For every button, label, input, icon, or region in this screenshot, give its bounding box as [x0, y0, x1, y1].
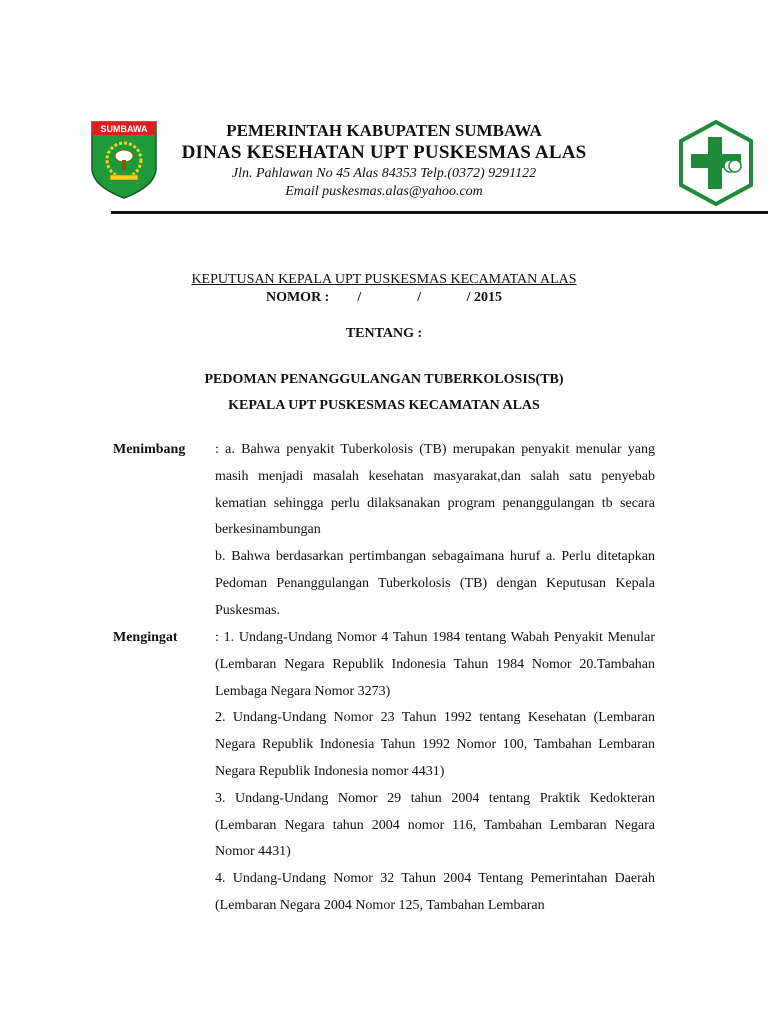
letterhead-divider	[111, 211, 768, 214]
menimbang-point-a: : a. Bahwa penyakit Tuberkolosis (TB) merupakan penyakit menular yang masih menjadi masalah kesehatan masyarakat,dan salah satu penyebab kematian sehingga perlu dilaksanakan program penanggulangan tb secara berkesinambungan	[215, 442, 655, 538]
letterhead-address: Jln. Pahlawan No 45 Alas 84353 Telp.(0372) 9291122	[231, 166, 537, 181]
mengingat-item-2: 2. Undang-Undang Nomor 23 Tahun 1992 tentang Kesehatan (Lembaran Negara Republik Indonesia Tahun 1992 Nomor 100, Tambahan Lembaran Negara Republik Indonesia nomor 4431)	[215, 710, 655, 779]
menimbang-point-b: b. Bahwa berdasarkan pertimbangan sebagaimana huruf a. Perlu ditetapkan Pedoman Penanggulangan Tuberkolosis (TB) dengan Keputusan Kepala Puskesmas.	[215, 549, 655, 618]
mengingat-item-3: 3. Undang-Undang Nomor 29 tahun 2004 tentang Praktik Kedokteran (Lembaran Negara tahun 2004 nomor 116, Tambahan Lembaran Negara Nomor 4431)	[215, 790, 655, 860]
mengingat-item-1: : 1. Undang-Undang Nomor 4 Tahun 1984 tentang Wabah Penyakit Menular (Lembaran Negara Republik Indonesia Tahun 1984 Nomor 20.Tambahan Lembaga Negara Nomor 3273)	[215, 630, 655, 699]
menimbang-section	[215, 437, 655, 625]
menimbang-label: Menimbang	[113, 442, 186, 457]
decree-number: NOMOR : / / / 2015	[265, 290, 503, 305]
mengingat-label: Mengingat	[113, 630, 178, 645]
letterhead-email: Email puskesmas.alas@yahoo.com	[285, 184, 483, 199]
letterhead-agency: DINAS KESEHATAN UPT PUSKESMAS ALAS	[181, 142, 587, 163]
mengingat-section	[215, 625, 655, 920]
emblem-text: SUMBAWA	[100, 124, 148, 134]
letterhead-government: PEMERINTAH KABUPATEN SUMBAWA	[226, 121, 542, 140]
decree-about-label: TENTANG :	[345, 326, 423, 341]
decree-title: KEPUTUSAN KEPALA UPT PUSKESMAS KECAMATAN ALAS	[191, 272, 577, 287]
mengingat-item-4: 4. Undang-Undang Nomor 32 Tahun 2004 Tentang Pemerintahan Daerah (Lembaran Negara 2004 Nomor 125, Tambahan Lembaran	[215, 871, 655, 913]
decree-subject: PEDOMAN PENANGGULANGAN TUBERKOLOSIS(TB)	[204, 372, 564, 387]
decree-issuer: KEPALA UPT PUSKESMAS KECAMATAN ALAS	[228, 398, 540, 413]
